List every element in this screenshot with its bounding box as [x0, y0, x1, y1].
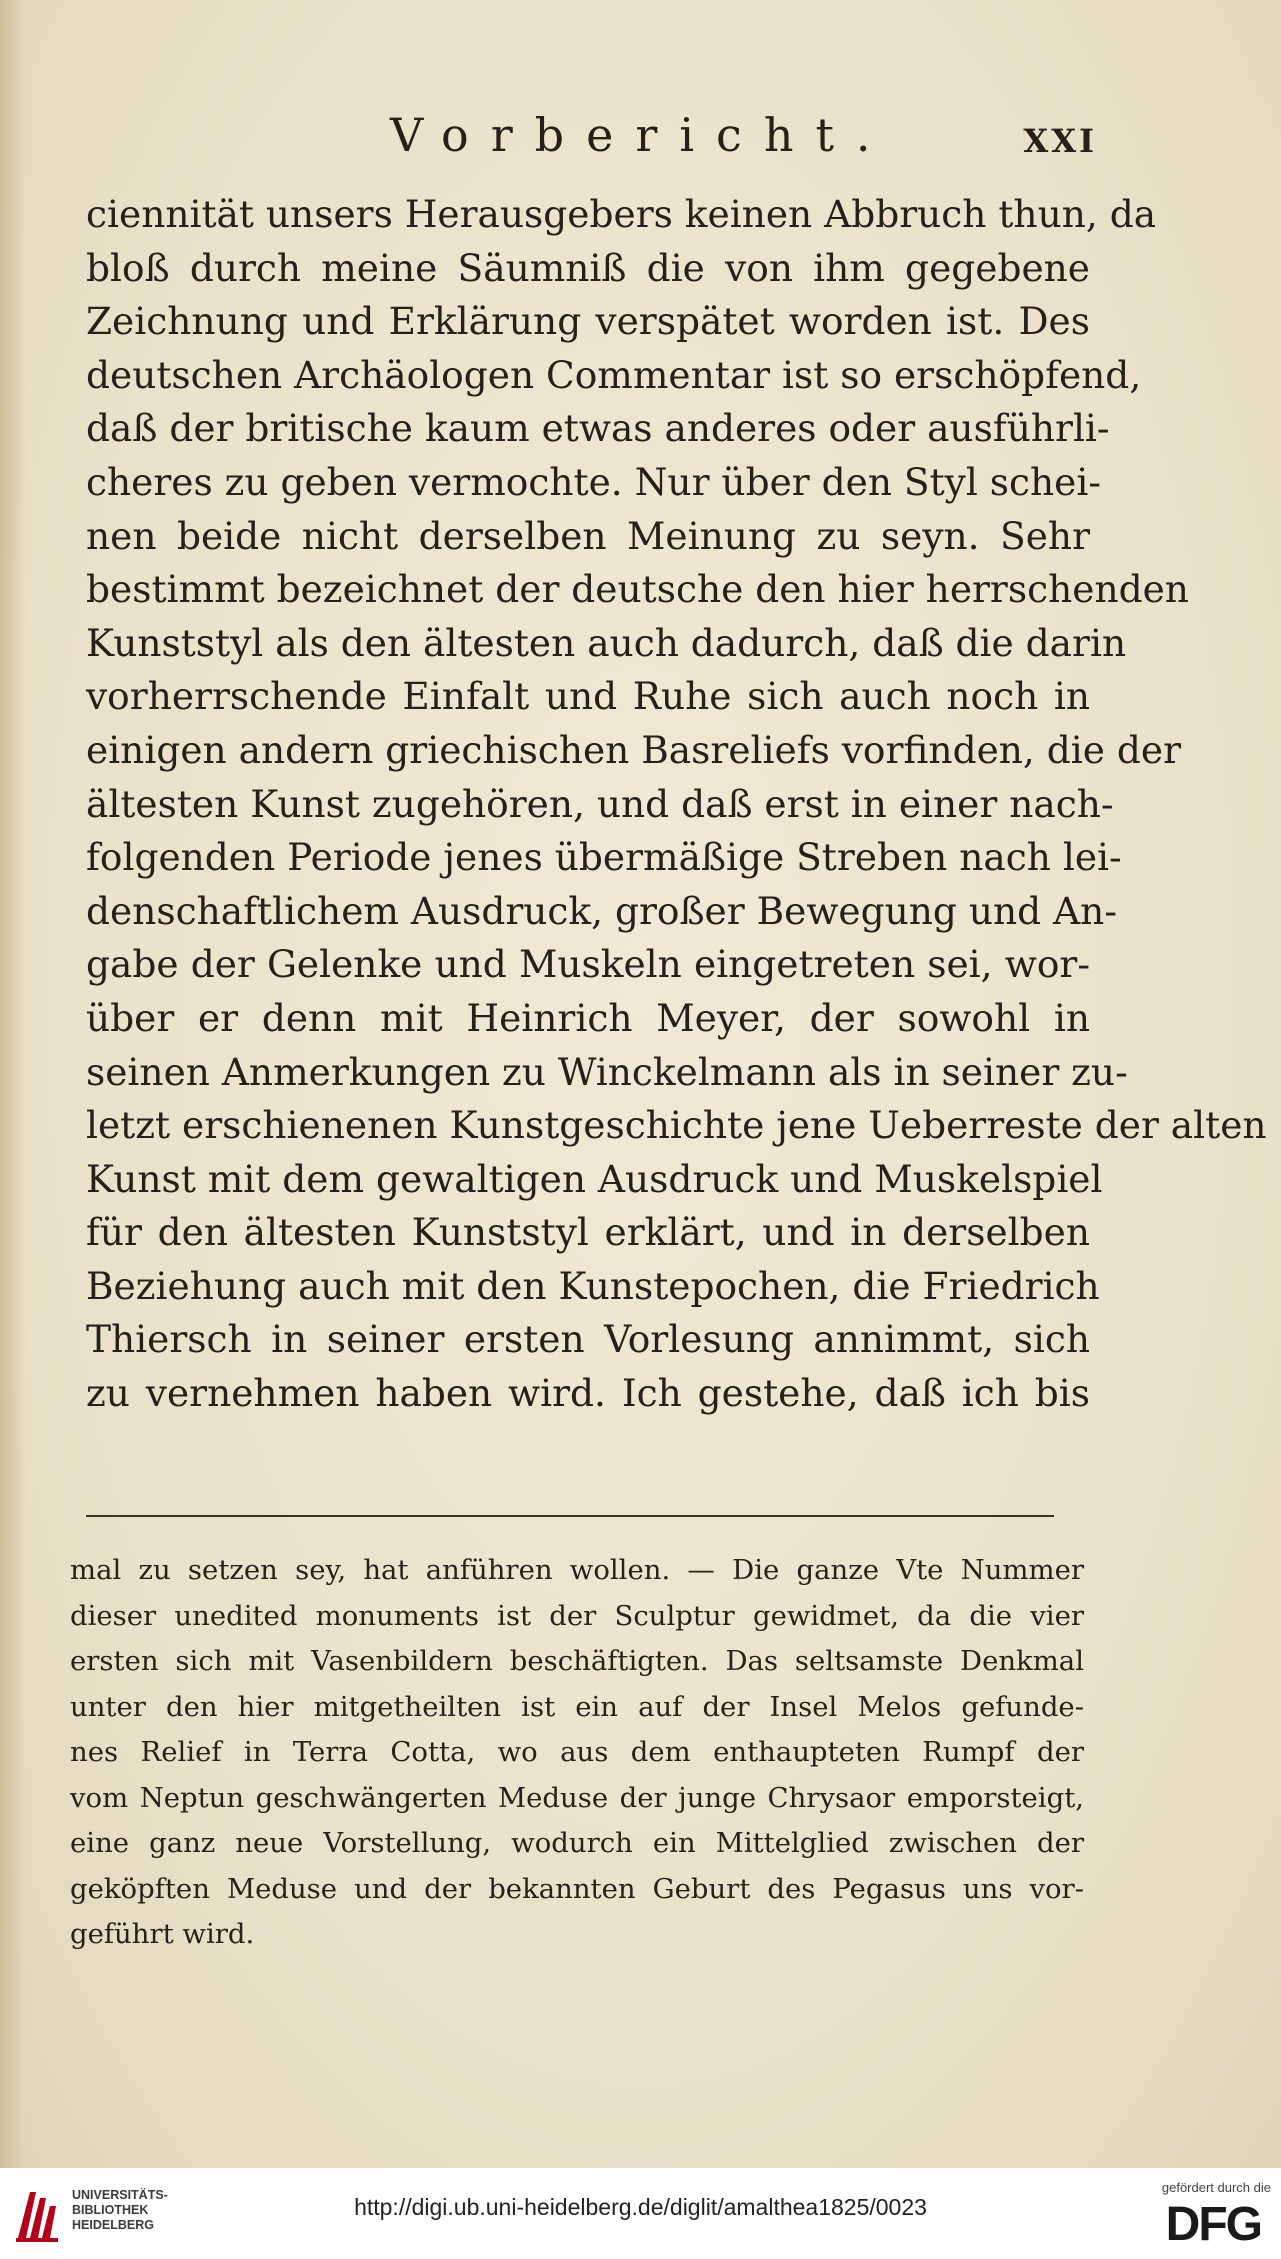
library-name-line: HEIDELBERG	[72, 2218, 154, 2232]
text-line: bloß durch meine Säumniß die von ihm gegebene	[86, 245, 1090, 290]
text-line: ältesten Kunst zugehören, und daß erst in einer nach-	[86, 781, 1114, 826]
text-line: ciennität unsers Herausgebers keinen Abbruch thun, da	[86, 192, 1157, 236]
main-text-block	[86, 188, 1267, 1421]
text-line: seinen Anmerkungen zu Winckelmann als in seiner zu-	[86, 1049, 1128, 1094]
permalink-url[interactable]: http://digi.ub.uni-heidelberg.de/diglit/amalthea1825/0023	[354, 2194, 927, 2220]
footnote-line: ersten sich mit Vasenbildern beschäftigten. Das seltsamste Denkmal	[70, 1645, 1084, 1677]
text-line: vorherrschende Einfalt und Ruhe sich auch noch in	[86, 674, 1090, 719]
text-line: Thiersch in seiner ersten Vorlesung annimmt, sich	[86, 1317, 1090, 1362]
footnote-line: mal zu setzen sey, hat anführen wollen. — Die ganze Vte Nummer	[70, 1554, 1084, 1586]
text-line: über er denn mit Heinrich Meyer, der sowohl in	[86, 995, 1090, 1040]
footnote-separator-rule	[86, 1515, 1054, 1517]
footnote-line: vom Neptun geschwängerten Meduse der junge Chrysaor emporsteigt,	[70, 1781, 1084, 1814]
footnote-line: unter den hier mitgetheilten ist ein auf der Insel Melos gefunde-	[70, 1690, 1084, 1723]
footnote-line: dieser unedited monuments ist der Sculptur gewidmet, da die vier	[70, 1599, 1084, 1632]
text-line: deutschen Archäologen Commentar ist so erschöpfend,	[86, 352, 1142, 397]
text-line: für den ältesten Kunststyl erklärt, und in derselben	[86, 1210, 1090, 1255]
funding-caption: gefördert durch die	[1161, 2180, 1271, 2195]
footnote-line: geführt wird.	[70, 1918, 255, 1950]
page-header	[0, 108, 1281, 178]
text-line: zu vernehmen haben wird. Ich gestehe, daß ich bis	[86, 1371, 1090, 1416]
text-line: Beziehung auch mit den Kunstepochen, die Friedrich	[86, 1263, 1100, 1308]
footnote-block	[70, 1548, 1084, 1958]
running-head: Vorbericht.	[390, 108, 893, 162]
library-name-line: BIBLIOTHEK	[72, 2203, 149, 2217]
footnote-line: eine ganz neue Vorstellung, wodurch ein Mittelglied zwischen der	[70, 1827, 1084, 1859]
page-gutter-shadow	[0, 0, 26, 2168]
text-line: cheres zu geben vermochte. Nur über den Styl schei-	[86, 459, 1102, 504]
text-line: letzt erschienenen Kunstgeschichte jene Ueberreste der alten	[86, 1103, 1267, 1148]
text-line: einigen andern griechischen Basreliefs vorfinden, die der	[86, 727, 1182, 772]
text-line: denschaftlichem Ausdruck, großer Bewegung und An-	[86, 888, 1117, 933]
library-name-line: UNIVERSITÄTS-	[72, 2188, 168, 2202]
text-line: Kunststyl als den ältesten auch dadurch, daß die darin	[86, 620, 1127, 665]
footer-bar	[0, 2168, 1281, 2259]
text-line: bestimmt bezeichnet der deutsche den hier herrschenden	[86, 567, 1189, 612]
text-line: Kunst mit dem gewaltigen Ausdruck und Muskelspiel	[86, 1156, 1103, 1201]
text-line: Zeichnung und Erklärung verspätet worden ist. Des	[86, 299, 1090, 344]
dfg-logo[interactable]: DFG	[1165, 2198, 1261, 2251]
footnote-line: nes Relief in Terra Cotta, wo aus dem enthaupteten Rumpf der	[70, 1736, 1084, 1768]
text-line: nen beide nicht derselben Meinung zu seyn. Sehr	[86, 513, 1090, 558]
text-line: gabe der Gelenke und Muskeln eingetreten sei, wor-	[86, 942, 1090, 987]
text-line: daß der britische kaum etwas anderes oder ausführli-	[86, 406, 1110, 451]
footnote-line: geköpften Meduse und der bekannten Geburt des Pegasus uns vor-	[70, 1872, 1084, 1905]
text-line: folgenden Periode jenes übermäßige Streben nach lei-	[86, 835, 1122, 880]
page-number: XXI	[1023, 122, 1097, 160]
